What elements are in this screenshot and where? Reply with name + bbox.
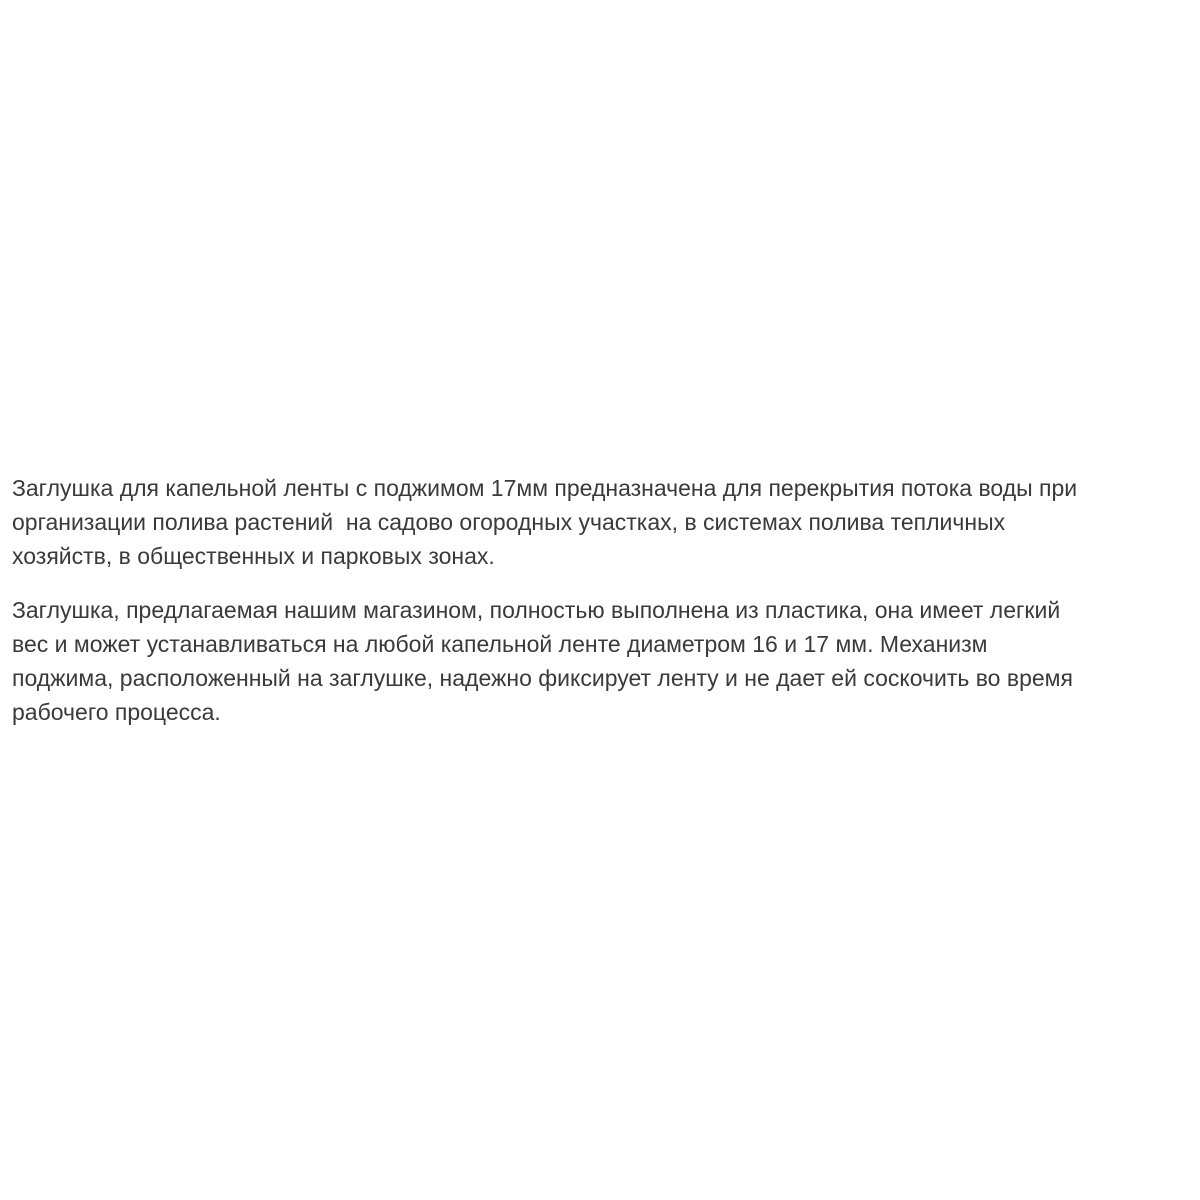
text-line: Заглушка для капельной ленты с поджимом 17мм предназначена для перекрытия потока воды при [12,475,1078,501]
description-paragraph-purpose [12,471,1192,573]
text-line: хозяйств, в общественных и парковых зонах. [12,543,495,569]
text-line: вес и может устанавливаться на любой капельной ленте диаметром 16 и 17 мм. Механизм [12,631,988,657]
product-description [12,471,1192,729]
text-line: организации полива растений на садово огородных участках, в системах полива тепличных [12,509,1006,535]
text-line: поджима, расположенный на заглушке, надежно фиксирует ленту и не дает ей соскочить во время [12,665,1073,691]
text-line: Заглушка, предлагаемая нашим магазином, полностью выполнена из пластика, она имеет легкий [12,597,1061,623]
description-paragraph-material [12,593,1192,729]
text-line: рабочего процесса. [12,699,221,725]
